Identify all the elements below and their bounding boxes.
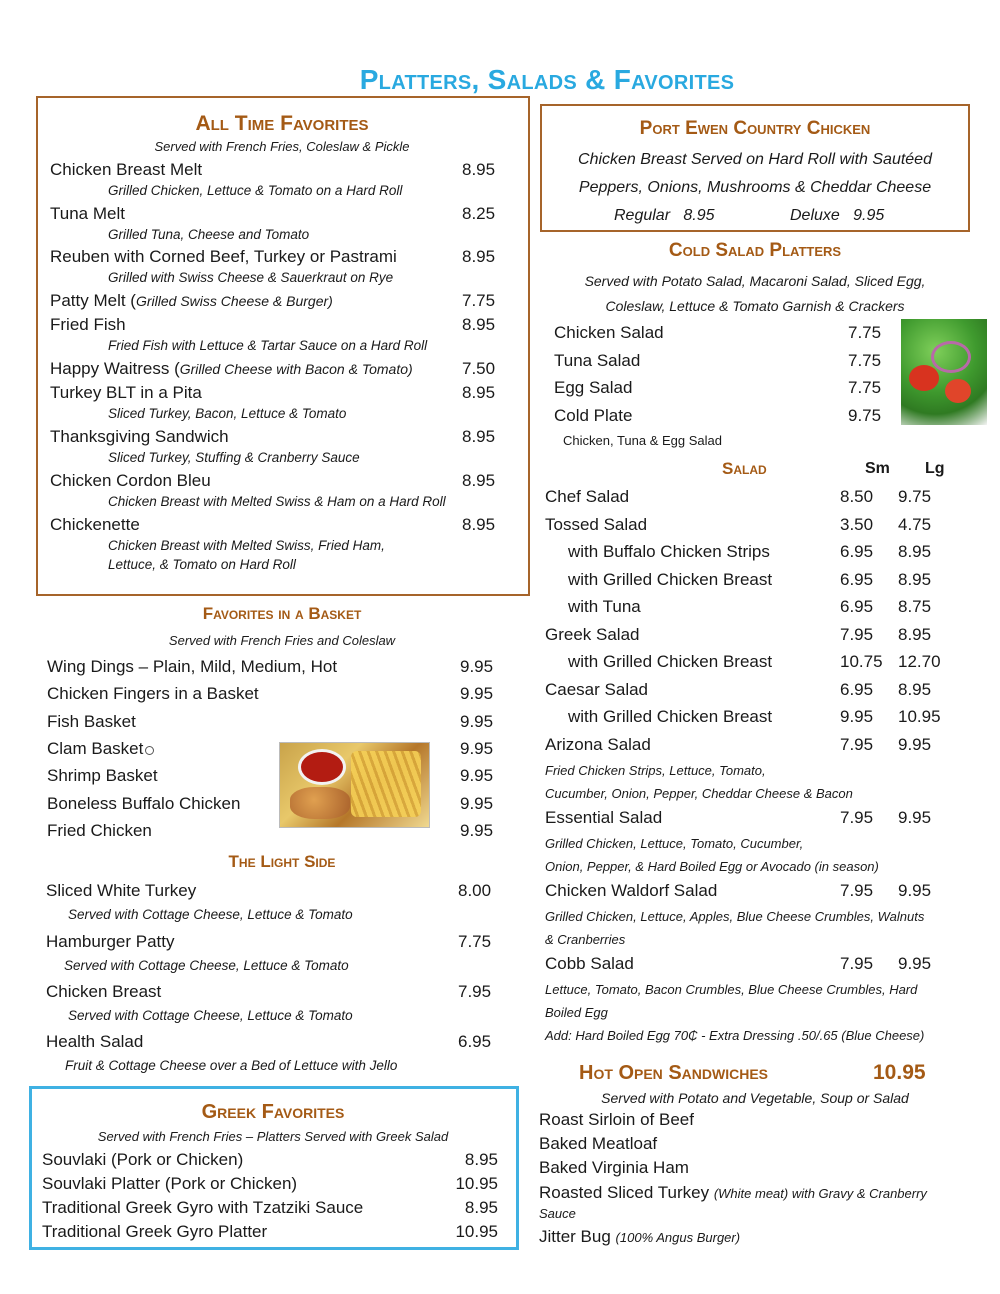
waldorf-salad-name: Chicken Waldorf Salad [545, 881, 718, 900]
salad-item-sm: 6.95 [840, 569, 874, 589]
all-time-item-desc: Grilled with Swiss Cheese & Sauerkraut on Rye [108, 270, 394, 285]
basket-item-price: 9.95 [460, 657, 494, 676]
cold-item-price: 7.75 [848, 378, 882, 398]
port-ewen-deluxe: Deluxe 9.95 [790, 207, 885, 224]
all-time-item-name [50, 204, 125, 224]
waldorf-salad-lg: 9.95 [898, 881, 932, 900]
all-time-item-desc: Sliced Turkey, Stuffing & Cranberry Sauce [108, 450, 360, 465]
light-item-desc: Served with Cottage Cheese, Lettuce & Tomato [64, 958, 349, 973]
all-time-item-label: Chickenette [50, 515, 140, 534]
all-time-item-inline: Grilled Cheese with Bacon & Tomato) [179, 361, 413, 377]
hot-item-meatloaf: Baked Meatloaf [539, 1134, 658, 1153]
all-time-item-desc: Grilled Chicken, Lettuce & Tomato on a Hard Roll [108, 183, 403, 198]
all-time-item-name [50, 471, 211, 491]
all-time-item-name [50, 315, 126, 335]
greek-item-name: Traditional Greek Gyro with Tzatziki Sauce [42, 1198, 364, 1217]
all-time-item-desc: Chicken Breast with Melted Swiss & Ham on a Hard Roll [108, 494, 446, 509]
waldorf-desc-2: & Cranberries [545, 932, 626, 947]
essential-desc-1: Grilled Chicken, Lettuce, Tomato, Cucumber, [545, 836, 804, 851]
all-time-item-name [50, 291, 333, 311]
salad-item-lg: 9.95 [898, 734, 932, 754]
light-item-desc: Served with Cottage Cheese, Lettuce & Tomato [68, 1008, 353, 1023]
greek-item-name: Souvlaki (Pork or Chicken) [42, 1150, 244, 1169]
greek-item-price: 8.95 [464, 1198, 498, 1217]
salad-lg-header: Lg [925, 460, 945, 477]
salad-item-lg: 12.70 [898, 652, 941, 671]
cold-item-name: Egg Salad [554, 378, 633, 398]
all-time-item-label: Tuna Melt [50, 204, 125, 223]
all-time-item-price: 8.95 [462, 471, 496, 490]
salad-sm-header: Sm [865, 460, 890, 477]
all-time-item-price: 8.25 [462, 204, 496, 223]
basket-subtitle: Served with French Fries and Coleslaw [168, 633, 396, 648]
hot-open-title: Hot Open Sandwiches [579, 1062, 769, 1084]
all-time-item-price: 8.95 [462, 427, 496, 446]
cold-salad-line2: Coleslaw, Lettuce & Tomato Garnish & Crackers [605, 298, 905, 314]
salad-item-sm: 6.95 [840, 679, 874, 699]
basket-food-photo [279, 742, 430, 828]
basket-item-price: 9.95 [460, 738, 494, 758]
basket-item-name: Boneless Buffalo Chicken [47, 793, 241, 813]
light-item-desc: Fruit & Cottage Cheese over a Bed of Lettuce with Jello [65, 1058, 398, 1073]
all-time-item-desc: Chicken Breast with Melted Swiss, Fried Ham, [108, 538, 385, 553]
salad-item-sm: 8.50 [840, 487, 874, 506]
light-item-name: Sliced White Turkey [46, 881, 197, 900]
all-time-item-name [50, 160, 202, 180]
light-item-price: 7.75 [458, 932, 492, 951]
greek-item-price: 8.95 [464, 1150, 498, 1169]
all-time-item-label: Happy Waitress ( [50, 359, 180, 378]
hot-open-price: 10.95 [873, 1061, 926, 1084]
hot-item-turkey-name: Roasted Sliced Turkey [539, 1183, 714, 1202]
cobb-desc-1: Lettuce, Tomato, Bacon Crumbles, Blue Cheese Crumbles, Hard [545, 982, 918, 997]
port-ewen-regular: Regular 8.95 [614, 207, 715, 224]
salad-item-lg: 8.95 [898, 569, 932, 589]
all-time-item-price: 7.50 [462, 359, 496, 378]
cold-plate-desc: Chicken, Tuna & Egg Salad [563, 433, 722, 448]
cold-item-name: Chicken Salad [554, 323, 664, 342]
hot-item-jitter-note: (100% Angus Burger) [615, 1230, 741, 1245]
hot-item-ham: Baked Virginia Ham [539, 1158, 689, 1177]
salad-item-lg: 9.75 [898, 487, 932, 506]
essential-salad-name: Essential Salad [545, 808, 663, 827]
all-time-item-label: Patty Melt ( [50, 291, 136, 310]
salad-item-name: with Tuna [568, 597, 641, 616]
salad-item-name: Arizona Salad [545, 734, 651, 754]
hot-item-turkey-note: (White meat) with Gravy & Cranberry [713, 1186, 927, 1201]
all-time-item-desc: Sliced Turkey, Bacon, Lettuce & Tomato [108, 406, 347, 421]
greek-favorites-subtitle: Served with French Fries – Platters Served with Greek Salad [97, 1129, 449, 1144]
all-time-item-price: 7.75 [462, 291, 496, 310]
all-time-item-inline: Grilled Swiss Cheese & Burger) [135, 293, 333, 309]
hot-open-subtitle: Served with Potato and Vegetable, Soup or Salad [601, 1090, 909, 1106]
waldorf-salad-sm: 7.95 [840, 881, 874, 900]
salad-item-sm: 6.95 [840, 542, 874, 561]
hot-item-sirloin: Roast Sirloin of Beef [539, 1110, 694, 1129]
cold-item-name: Tuna Salad [554, 350, 641, 370]
basket-item-price: 9.95 [460, 711, 494, 731]
salad-item-lg: 4.75 [898, 514, 932, 534]
salad-item-name: Tossed Salad [545, 514, 648, 534]
cobb-salad-lg: 9.95 [898, 954, 932, 973]
light-side-title: The Light Side [228, 852, 336, 871]
hot-item-jitter [539, 1227, 740, 1247]
greek-item-name: Traditional Greek Gyro Platter [42, 1222, 268, 1241]
all-time-favorites-subtitle: Served with French Fries, Coleslaw & Pickle [154, 139, 410, 154]
salad-item-lg: 8.95 [898, 624, 932, 644]
cold-item-price: 7.75 [848, 323, 882, 342]
light-item-name: Hamburger Patty [46, 932, 175, 951]
cobb-salad-sm: 7.95 [840, 954, 874, 973]
salad-item-name: with Grilled Chicken Breast [568, 707, 773, 726]
all-time-item-label: Turkey BLT in a Pita [50, 383, 202, 402]
salad-item-sm: 10.75 [840, 652, 883, 671]
all-time-item-desc-2: Lettuce, & Tomato on Hard Roll [108, 557, 296, 572]
salad-item-name: Chef Salad [545, 487, 630, 506]
basket-item-price: 9.95 [460, 684, 494, 704]
salad-item-lg: 8.95 [898, 542, 932, 561]
greek-item-price: 10.95 [455, 1174, 498, 1193]
all-time-item-name [50, 247, 397, 267]
cold-item-price: 9.75 [848, 406, 882, 426]
all-time-item-price: 8.95 [462, 383, 496, 402]
salad-add-ons: Add: Hard Boiled Egg 70₵ - Extra Dressing .50/.65 (Blue Cheese) [545, 1028, 925, 1043]
basket-item-price: 9.95 [460, 793, 494, 813]
light-item-name: Health Salad [46, 1032, 144, 1051]
greek-item-price: 10.95 [455, 1222, 498, 1241]
light-item-price: 8.00 [458, 881, 492, 900]
all-time-item-label: Reuben with Corned Beef, Turkey or Pastrami [50, 247, 397, 266]
port-ewen-line2: Peppers, Onions, Mushrooms & Cheddar Cheese [578, 179, 932, 196]
cold-salad-title: Cold Salad Platters [668, 240, 842, 261]
hot-item-turkey-note-2: Sauce [539, 1206, 576, 1221]
all-time-item-price: 8.95 [462, 515, 496, 534]
cobb-desc-2: Boiled Egg [545, 1005, 608, 1020]
greek-favorites-title: Greek Favorites [201, 1101, 345, 1123]
all-time-item-desc: Grilled Tuna, Cheese and Tomato [108, 227, 310, 242]
clam-icon [145, 746, 154, 755]
basket-item-name: Clam Basket [47, 738, 144, 758]
salad-item-sm: 3.50 [840, 514, 874, 534]
all-time-item-name [50, 359, 413, 379]
salad-item-name: with Grilled Chicken Breast [568, 569, 773, 589]
all-time-item-price: 8.95 [462, 160, 496, 179]
basket-item-price: 9.95 [460, 820, 494, 840]
waldorf-desc-1: Grilled Chicken, Lettuce, Apples, Blue Cheese Crumbles, Walnuts [545, 909, 925, 924]
light-item-price: 7.95 [458, 982, 492, 1001]
salad-item-name: with Buffalo Chicken Strips [568, 542, 770, 561]
all-time-item-name [50, 515, 140, 535]
salad-photo [901, 319, 987, 425]
salad-item-sm: 9.95 [840, 707, 874, 726]
all-time-item-price: 8.95 [462, 247, 496, 266]
light-item-price: 6.95 [458, 1032, 492, 1051]
all-time-item-label: Fried Fish [50, 315, 126, 334]
basket-item-name: Chicken Fingers in a Basket [47, 684, 259, 704]
salad-item-lg: 8.75 [898, 597, 932, 616]
all-time-favorites-title: All Time Favorites [195, 112, 369, 135]
greek-item-name: Souvlaki Platter (Pork or Chicken) [42, 1174, 298, 1193]
page-title: Platters, Salads & Favorites [359, 64, 735, 95]
port-ewen-title: Port Ewen Country Chicken [639, 118, 871, 139]
basket-item-name: Fried Chicken [47, 820, 152, 840]
all-time-item-label: Thanksgiving Sandwich [50, 427, 229, 446]
salad-item-lg: 10.95 [898, 707, 941, 726]
arizona-desc-2: Cucumber, Onion, Pepper, Cheddar Cheese & Bacon [545, 786, 853, 801]
salad-item-name: Greek Salad [545, 624, 640, 644]
basket-item-name: Wing Dings – Plain, Mild, Medium, Hot [47, 657, 338, 676]
cold-item-price: 7.75 [848, 350, 882, 370]
basket-item-price: 9.95 [460, 766, 494, 786]
salad-title: Salad [722, 459, 767, 478]
essential-salad-sm: 7.95 [840, 808, 874, 827]
light-item-desc: Served with Cottage Cheese, Lettuce & Tomato [68, 907, 353, 922]
all-time-item-name [50, 383, 202, 403]
light-item-name: Chicken Breast [46, 982, 162, 1001]
all-time-item-desc: Fried Fish with Lettuce & Tartar Sauce on a Hard Roll [108, 338, 428, 353]
salad-item-sm: 6.95 [840, 597, 874, 616]
salad-item-name: with Grilled Chicken Breast [568, 652, 773, 671]
cold-item-name: Cold Plate [554, 406, 633, 426]
hot-item-jitter-name: Jitter Bug [539, 1227, 616, 1246]
salad-item-sm: 7.95 [840, 624, 874, 644]
salad-item-sm: 7.95 [840, 734, 874, 754]
cobb-salad-name: Cobb Salad [545, 954, 634, 973]
salad-item-lg: 8.95 [898, 679, 932, 699]
all-time-item-price: 8.95 [462, 315, 496, 334]
hot-item-turkey [539, 1183, 927, 1203]
basket-item-name: Shrimp Basket [47, 766, 158, 786]
all-time-item-name [50, 427, 229, 447]
salad-item-name: Caesar Salad [545, 679, 649, 699]
port-ewen-line1: Chicken Breast Served on Hard Roll with Sautéed [578, 151, 932, 168]
basket-item-name: Fish Basket [47, 711, 136, 731]
essential-salad-lg: 9.95 [898, 808, 932, 827]
basket-title: Favorites in a Basket [202, 604, 362, 623]
arizona-desc-1: Fried Chicken Strips, Lettuce, Tomato, [545, 763, 766, 778]
all-time-item-label: Chicken Breast Melt [50, 160, 203, 179]
cold-salad-line1: Served with Potato Salad, Macaroni Salad, Sliced Egg, [584, 273, 926, 289]
all-time-item-label: Chicken Cordon Bleu [50, 471, 211, 490]
essential-desc-2: Onion, Pepper, & Hard Boiled Egg or Avocado (in season) [545, 859, 879, 874]
